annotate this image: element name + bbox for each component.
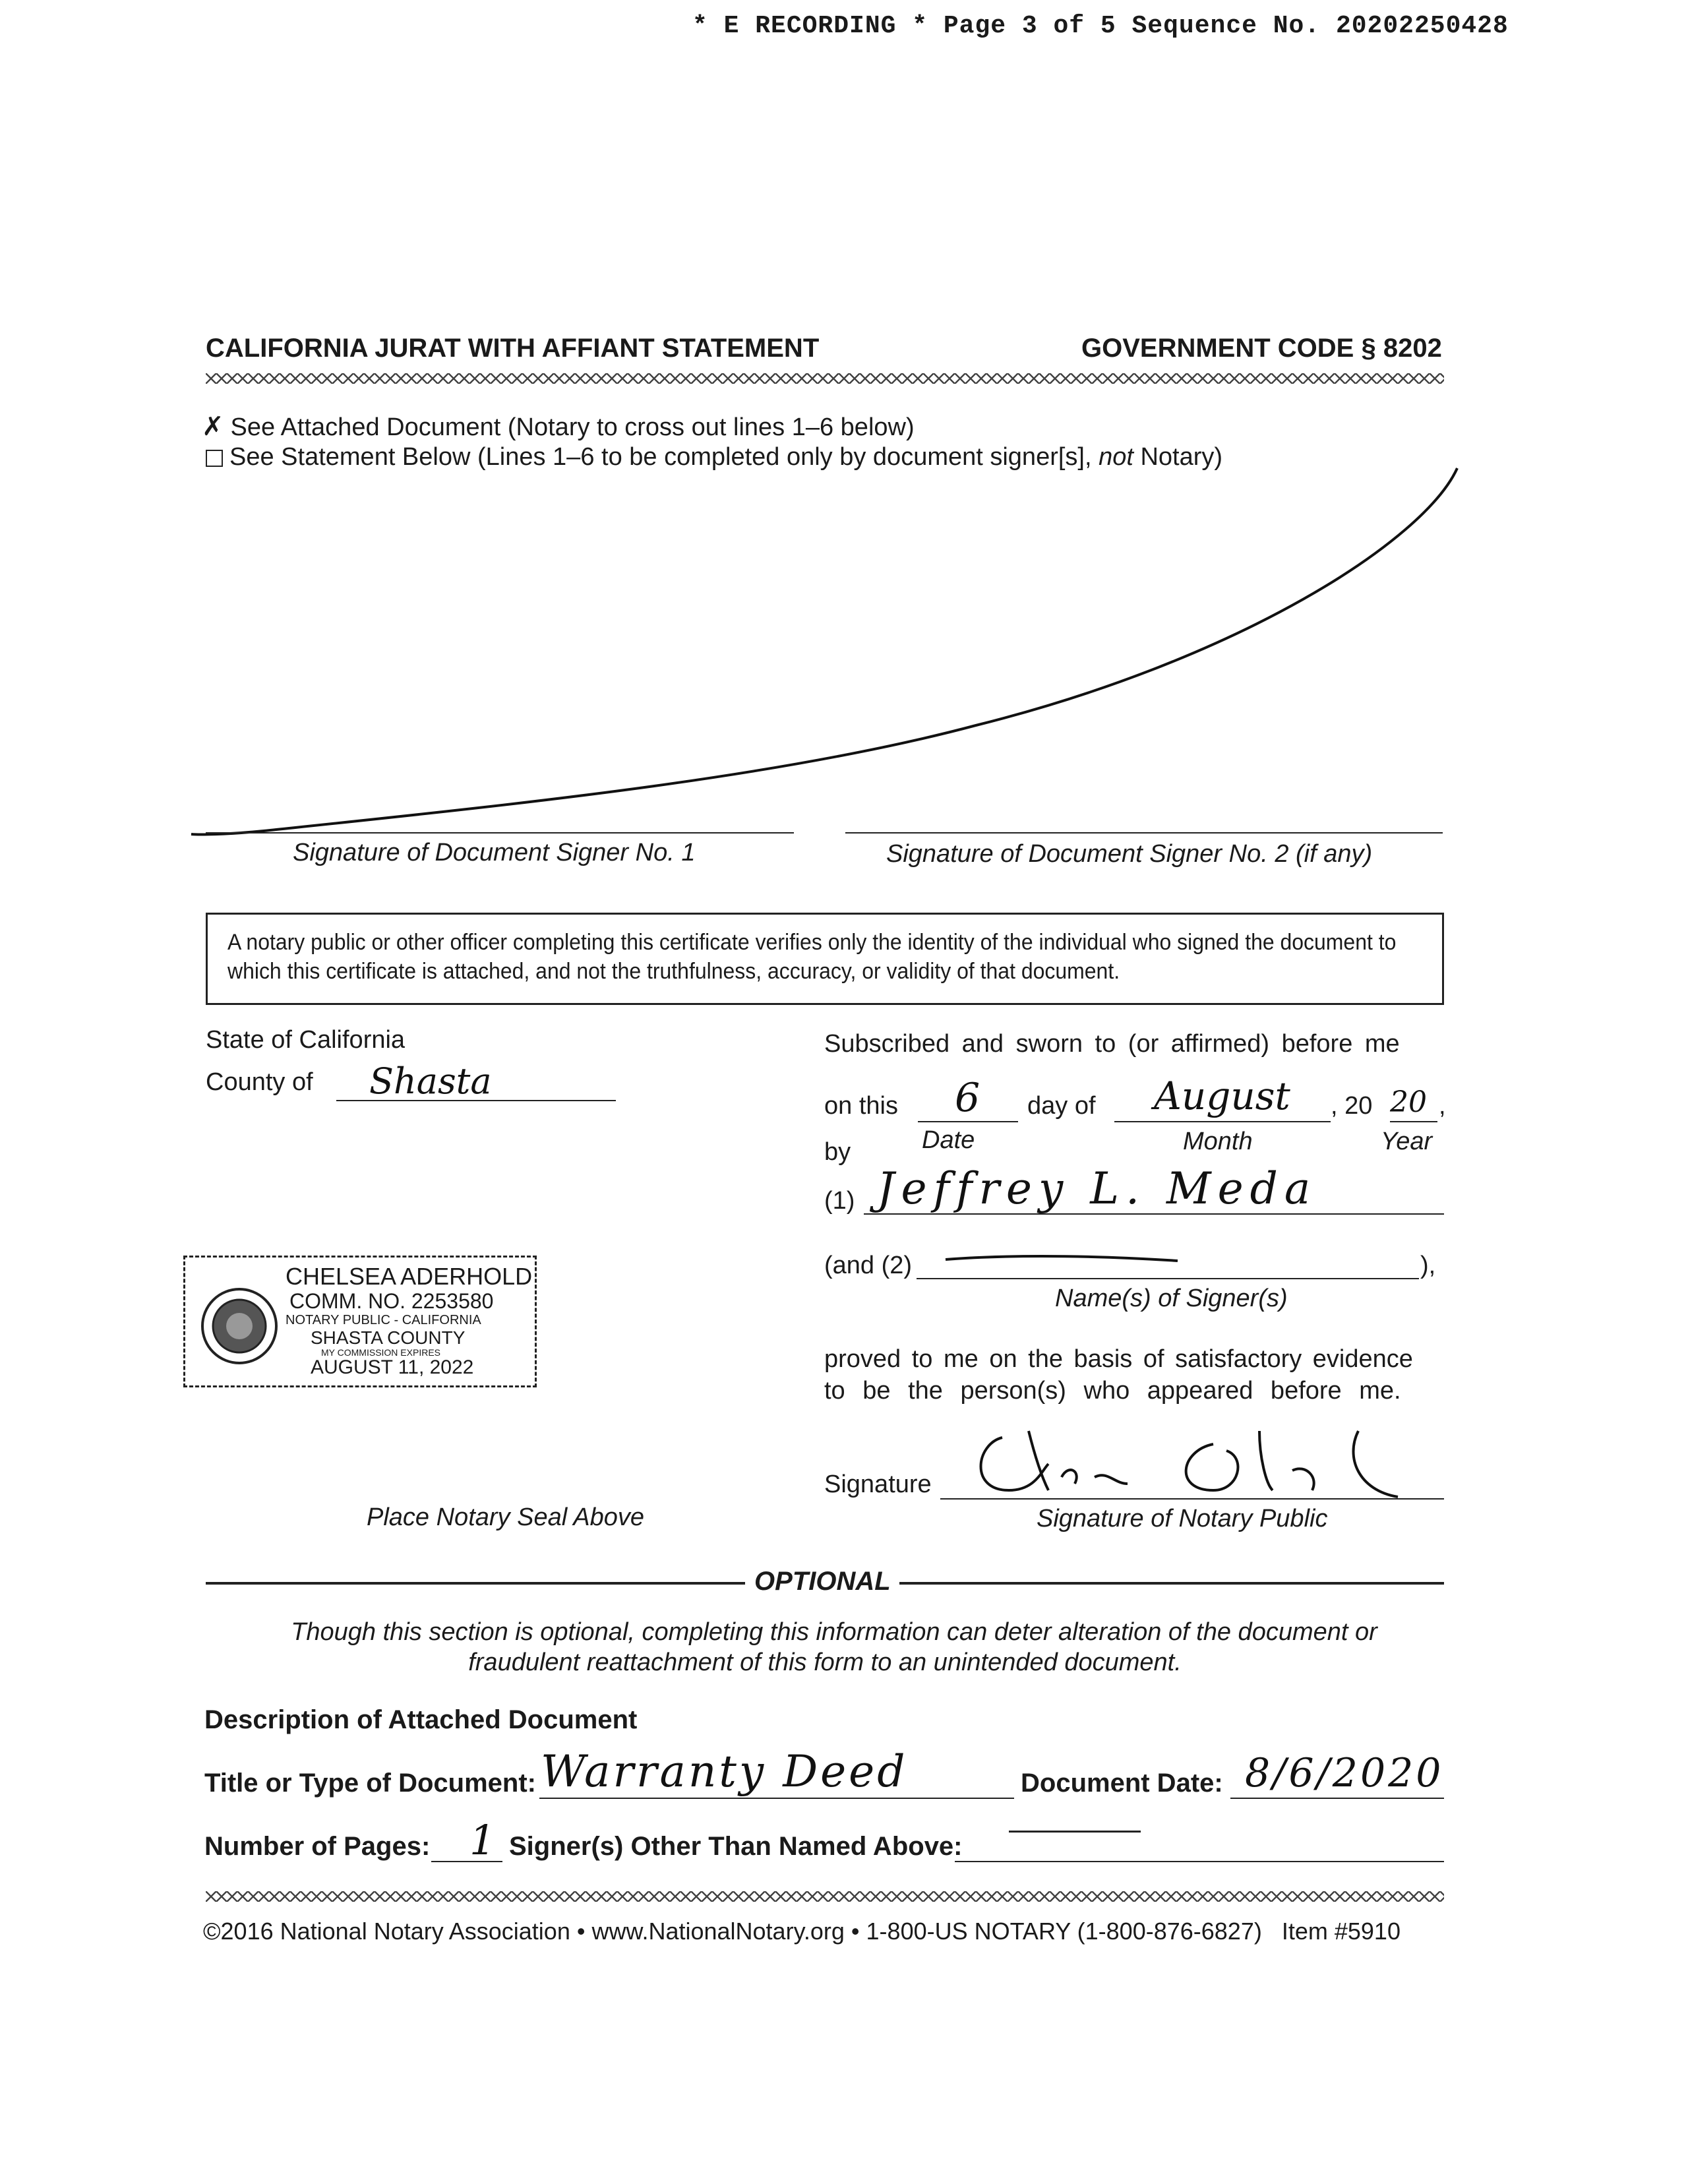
seal-name: CHELSEA ADERHOLD xyxy=(286,1263,533,1290)
seal-expires-label: MY COMMISSION EXPIRES xyxy=(321,1347,440,1358)
recording-header: * E RECORDING * Page 3 of 5 Sequence No. 20202250428 xyxy=(692,12,1509,40)
document-date-value: 8/6/2020 xyxy=(1245,1750,1444,1796)
year-caption: Year xyxy=(1381,1128,1433,1155)
names-caption: Name(s) of Signer(s) xyxy=(1055,1285,1288,1312)
proved-line2: to be the person(s) who appeared before me. xyxy=(824,1377,1401,1405)
month-line xyxy=(1114,1121,1331,1122)
state-label: State of California xyxy=(206,1026,406,1054)
signer1-line xyxy=(206,832,794,834)
year-comma: , xyxy=(1439,1092,1446,1120)
notary-seal-stamp xyxy=(183,1256,537,1387)
on-this-label: on this xyxy=(824,1092,898,1120)
signer2-caption: Signature of Document Signer No. 2 (if any) xyxy=(886,840,1373,868)
cross-out-stroke xyxy=(185,462,1464,857)
day-line xyxy=(918,1121,1018,1122)
signer2-line xyxy=(845,832,1443,834)
seal-county: SHASTA COUNTY xyxy=(311,1327,466,1348)
optional-note-line1: Though this section is optional, completing this information can deter alteration of the document or xyxy=(291,1618,1377,1646)
signer1-prefix: (1) xyxy=(824,1187,855,1215)
date-caption: Date xyxy=(922,1126,975,1154)
pages-label: Number of Pages: xyxy=(204,1832,431,1861)
title-type-label: Title or Type of Document: xyxy=(204,1769,536,1798)
seal-comm: COMM. NO. 2253580 xyxy=(289,1289,494,1313)
signer1-caption: Signature of Document Signer No. 1 xyxy=(293,839,696,866)
other-signers-line xyxy=(955,1861,1444,1862)
proved-line1: proved to me on the basis of satisfactory evidence xyxy=(824,1345,1413,1373)
signer2-prefix: (and (2) xyxy=(824,1252,913,1279)
signer1-name: Jeffrey L. Meda xyxy=(877,1163,1317,1214)
disclaimer-text: A notary public or other officer completing this certificate verifies only the identity of the individual who signed the document to which this certificate is attached, and not the truthfulness, accuracy, or validity of that document. xyxy=(227,930,1397,984)
seal-notary-public: NOTARY PUBLIC - CALIFORNIA xyxy=(286,1313,481,1327)
checked-box-icon: ✗ xyxy=(202,412,224,441)
optional-note-line2: fraudulent reattachment of this form to an unintended document. xyxy=(468,1649,1182,1676)
document-date-label: Document Date: xyxy=(1021,1769,1223,1798)
county-value: Shasta xyxy=(369,1060,492,1102)
government-code: GOVERNMENT CODE § 8202 xyxy=(1081,334,1442,363)
notary-signature-caption: Signature of Notary Public xyxy=(1037,1505,1328,1532)
optional-label: OPTIONAL xyxy=(754,1567,891,1596)
notary-signature-scribble xyxy=(963,1418,1411,1503)
pages-value: 1 xyxy=(469,1816,496,1864)
by-label: by xyxy=(824,1138,851,1166)
document-date-line xyxy=(1230,1798,1444,1799)
signature-label: Signature xyxy=(824,1471,932,1498)
seal-caption: Place Notary Seal Above xyxy=(367,1503,645,1531)
year-prefix: , 20 xyxy=(1331,1092,1373,1120)
year-value: 20 xyxy=(1390,1085,1427,1119)
day-of-label: day of xyxy=(1027,1092,1096,1120)
description-heading: Description of Attached Document xyxy=(204,1705,638,1734)
option-attached-document: ✗ See Attached Document (Notary to cross out lines 1–6 below) xyxy=(202,412,915,441)
title-type-line xyxy=(539,1798,1014,1799)
signer2-name-line xyxy=(917,1278,1419,1279)
seal-expires-date: AUGUST 11, 2022 xyxy=(311,1356,474,1378)
signer2-dash-stroke xyxy=(943,1250,1180,1270)
other-signers-dash xyxy=(1009,1831,1141,1833)
bottom-border-pattern xyxy=(206,1891,1444,1902)
other-signers-label: Signer(s) Other Than Named Above: xyxy=(509,1832,963,1861)
month-caption: Month xyxy=(1183,1128,1253,1155)
top-border-pattern xyxy=(206,373,1444,384)
option-statement-below: See Statement Below (Lines 1–6 to be completed only by document signer[s], not Notary) xyxy=(206,443,1222,471)
day-value: 6 xyxy=(955,1075,980,1121)
optional-rule-right xyxy=(899,1582,1444,1585)
california-seal-icon xyxy=(200,1287,279,1366)
form-title: CALIFORNIA JURAT WITH AFFIANT STATEMENT xyxy=(206,334,820,363)
optional-rule-left xyxy=(206,1582,745,1585)
signer2-suffix: ), xyxy=(1420,1252,1436,1279)
disclaimer-box xyxy=(206,913,1444,1005)
subscribed-text: Subscribed and sworn to (or affirmed) before me xyxy=(824,1030,1400,1058)
year-line xyxy=(1390,1121,1437,1122)
month-value: August xyxy=(1154,1074,1290,1118)
title-type-value: Warranty Deed xyxy=(541,1746,908,1797)
footer-text: ©2016 National Notary Association • www.NationalNotary.org • 1-800-US NOTARY (1-800-876-6827) Item #5910 xyxy=(203,1918,1401,1945)
county-label: County of xyxy=(206,1068,313,1096)
